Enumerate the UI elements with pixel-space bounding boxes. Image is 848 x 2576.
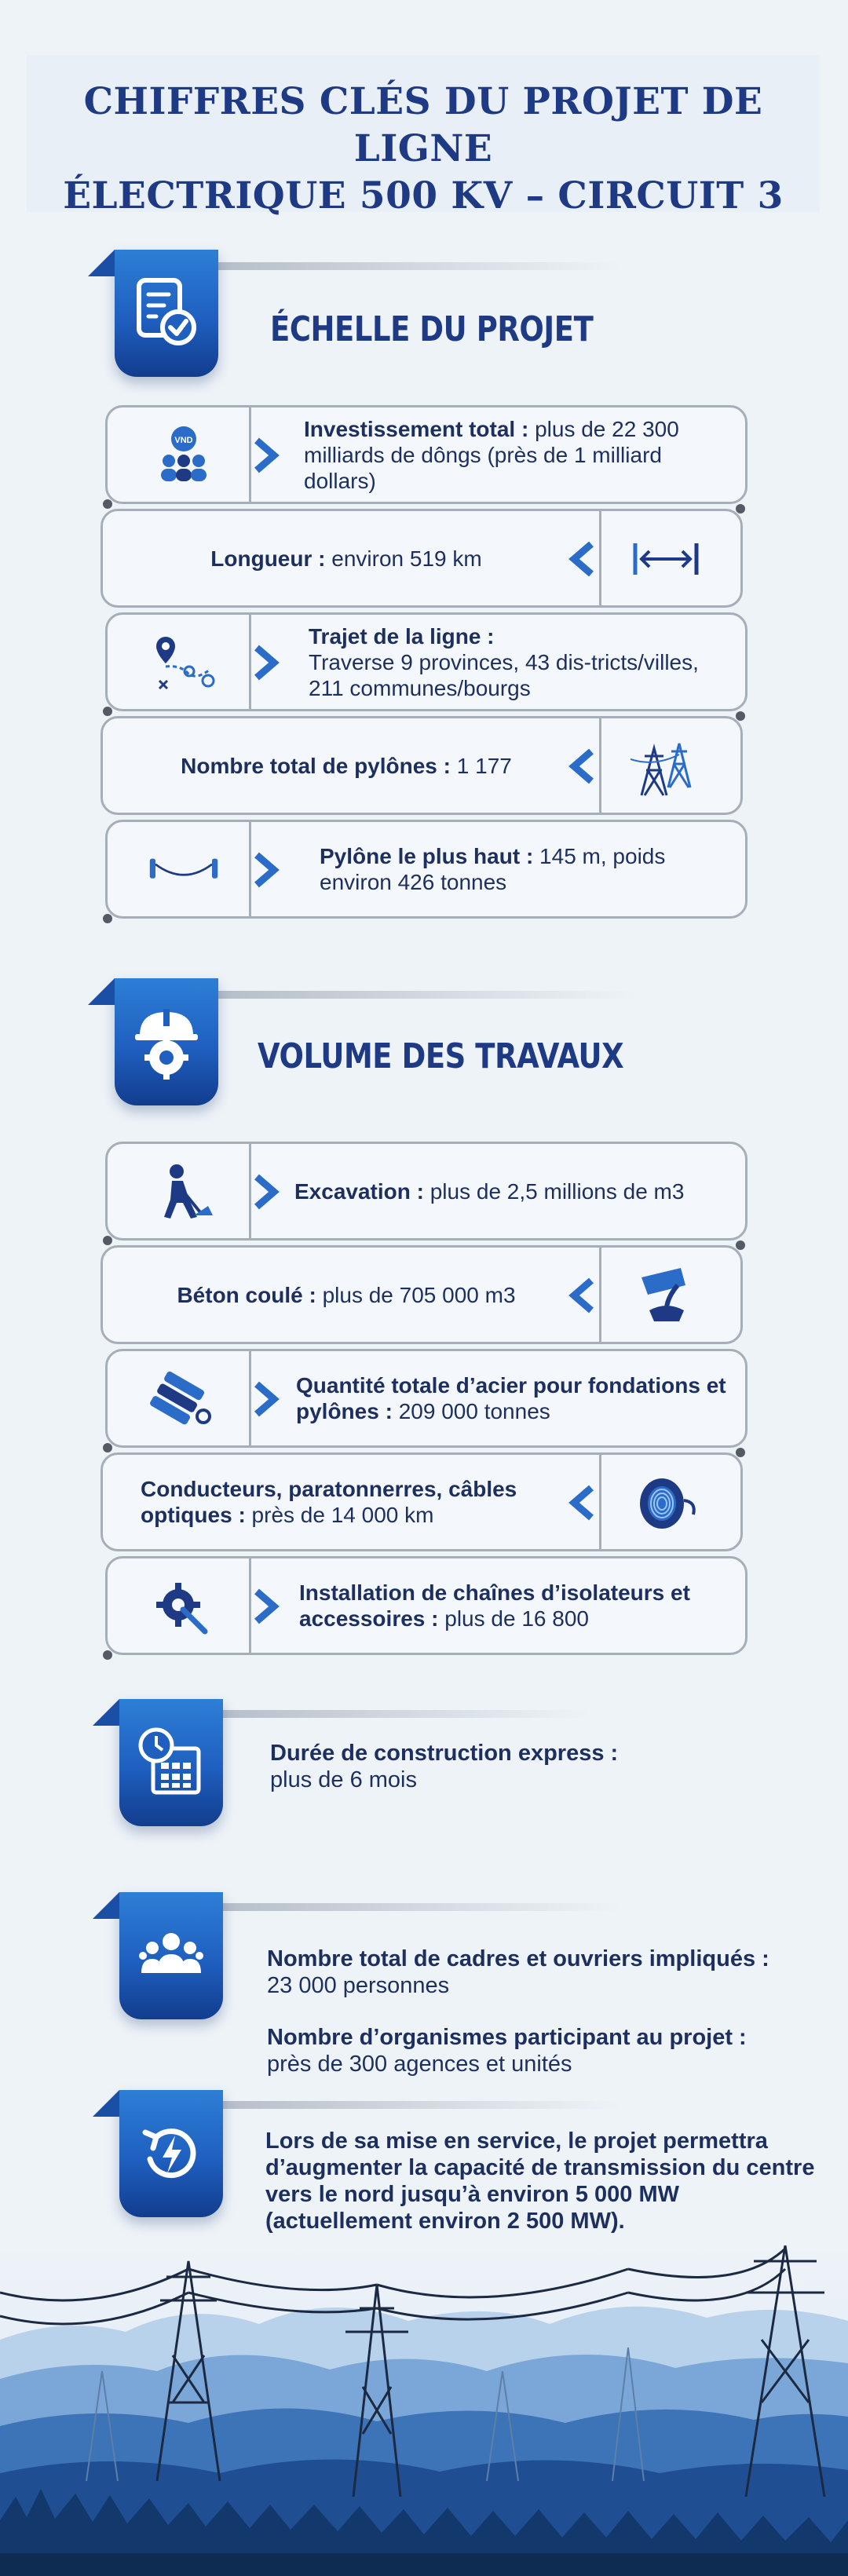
tallest-pylon-value: 145 m, poids environ 426 tonnes: [320, 844, 666, 894]
helmet-gear-icon: [129, 1004, 204, 1080]
svg-text:VND: VND: [174, 436, 193, 445]
capacity-section-icon: [119, 2090, 223, 2217]
stat-row-excavation: [105, 1142, 747, 1240]
concrete-label: Béton coulé :: [177, 1282, 316, 1307]
pylon-tower-icon: [631, 733, 701, 800]
section-title-project-scale: ÉCHELLE DU PROJET: [270, 309, 594, 349]
chevron-right-icon: [250, 1381, 282, 1417]
page-title: [27, 55, 820, 220]
stat-row-length: [101, 509, 743, 608]
duration-block: [270, 1740, 710, 1793]
concrete-value: plus de 705 000 m3: [322, 1282, 516, 1307]
people-group-icon: [133, 1924, 209, 1987]
chevron-right-icon: [250, 437, 282, 473]
conductors-value: près de 14 000 km: [251, 1503, 434, 1527]
steel-beams-icon: [148, 1365, 219, 1433]
cable-span-icon: [148, 836, 219, 904]
route-label: Trajet de la ligne :: [309, 623, 495, 649]
title-line-2: ÉLECTRIQUE 500 KV – CIRCUIT 3: [63, 174, 784, 217]
chevron-right-icon: [250, 1588, 282, 1624]
route-map-icon: [148, 629, 219, 696]
workers-block: [267, 1946, 817, 1999]
section-divider-line: [181, 1903, 620, 1911]
section-divider-line: [181, 262, 620, 270]
cable-reel-icon: [631, 1469, 701, 1536]
chevron-right-icon: [250, 645, 282, 681]
workers-label: Nombre total de cadres et ouvriers impliqués :: [267, 1946, 769, 1971]
power-cycle-icon: [136, 2118, 207, 2189]
chevron-right-icon: [250, 852, 282, 888]
section-divider-line: [181, 1710, 589, 1718]
tallest-pylon-label: Pylône le plus haut :: [320, 844, 534, 868]
route-value: Traverse 9 provinces, 43 dis-tricts/villes, 211 communes/bourgs: [309, 649, 699, 700]
conductors-label: Conducteurs, paratonnerres, câbles optiques :: [141, 1477, 517, 1527]
header-banner: [27, 55, 820, 217]
clock-calendar-icon: [136, 1725, 207, 1800]
chevron-right-icon: [250, 1174, 282, 1210]
excavation-label: Excavation :: [294, 1178, 424, 1204]
investment-label: Investissement total :: [304, 416, 529, 441]
stat-row-steel: [105, 1349, 747, 1448]
stat-row-insulators: [105, 1556, 747, 1655]
organisations-label: Nombre d’organismes participant au projet :: [267, 2025, 747, 2050]
workforce-section-icon: [119, 1892, 223, 2019]
concrete-pour-icon: [631, 1262, 701, 1329]
insulators-label: Installation de chaînes d’isolateurs et accessoires :: [299, 1580, 690, 1631]
pylons-label: Nombre total de pylônes :: [181, 753, 451, 778]
power-lines-landscape-illustration: [0, 2245, 848, 2576]
section-divider-line: [181, 2101, 620, 2109]
title-line-1: CHIFFRES CLÉS DU PROJET DE LIGNE: [83, 80, 763, 170]
stat-row-conductors: [101, 1452, 743, 1551]
excavation-value: plus de 2,5 millions de m3: [429, 1178, 685, 1204]
duration-label: Durée de construction express :: [270, 1741, 619, 1766]
length-label: Longueur :: [210, 546, 326, 571]
section-title-works-volume: VOLUME DES TRAVAUX: [258, 1036, 624, 1076]
steel-label: Quantité totale d’acier pour fondations et pylônes :: [296, 1373, 726, 1423]
stat-row-investment: [105, 405, 747, 504]
document-check-icon: [133, 276, 200, 351]
duration-section-icon: [119, 1699, 223, 1826]
stat-row-route: [105, 612, 747, 711]
length-arrows-icon: [631, 525, 701, 593]
investment-people-icon: [148, 422, 219, 489]
organisations-block: [267, 2024, 817, 2077]
steel-value: 209 000 tonnes: [398, 1399, 550, 1423]
pylons-value: 1 177: [456, 753, 512, 778]
chevron-left-icon: [566, 1277, 598, 1314]
stat-row-tallest-pylon: [105, 820, 747, 919]
insulators-value: plus de 16 800: [444, 1606, 589, 1631]
stat-row-concrete: [101, 1245, 743, 1344]
digging-worker-icon: [148, 1158, 219, 1226]
investment-value: plus de 22 300 milliards de dôngs (près de 1 milliard dollars): [304, 416, 679, 493]
workers-value: 23 000 personnes: [267, 1973, 450, 1998]
length-value: environ 519 km: [331, 546, 482, 571]
duration-value: plus de 6 mois: [270, 1767, 417, 1792]
capacity-text: Lors de sa mise en service, le projet permettra d’augmenter la capacité de transmission du centre vers le nord jusqu’à environ 5 000 MW (actuellement environ 2 500 MW).: [265, 2128, 815, 2234]
project-scale-section-icon: [115, 250, 218, 377]
chevron-left-icon: [566, 748, 598, 784]
stat-row-pylons: [101, 716, 743, 815]
organisations-value: près de 300 agences et unités: [267, 2052, 572, 2077]
chevron-left-icon: [566, 1485, 598, 1521]
works-volume-section-icon: [115, 978, 218, 1105]
section-divider-line: [181, 991, 636, 999]
chevron-left-icon: [566, 541, 598, 577]
gear-wrench-icon: [148, 1573, 219, 1640]
